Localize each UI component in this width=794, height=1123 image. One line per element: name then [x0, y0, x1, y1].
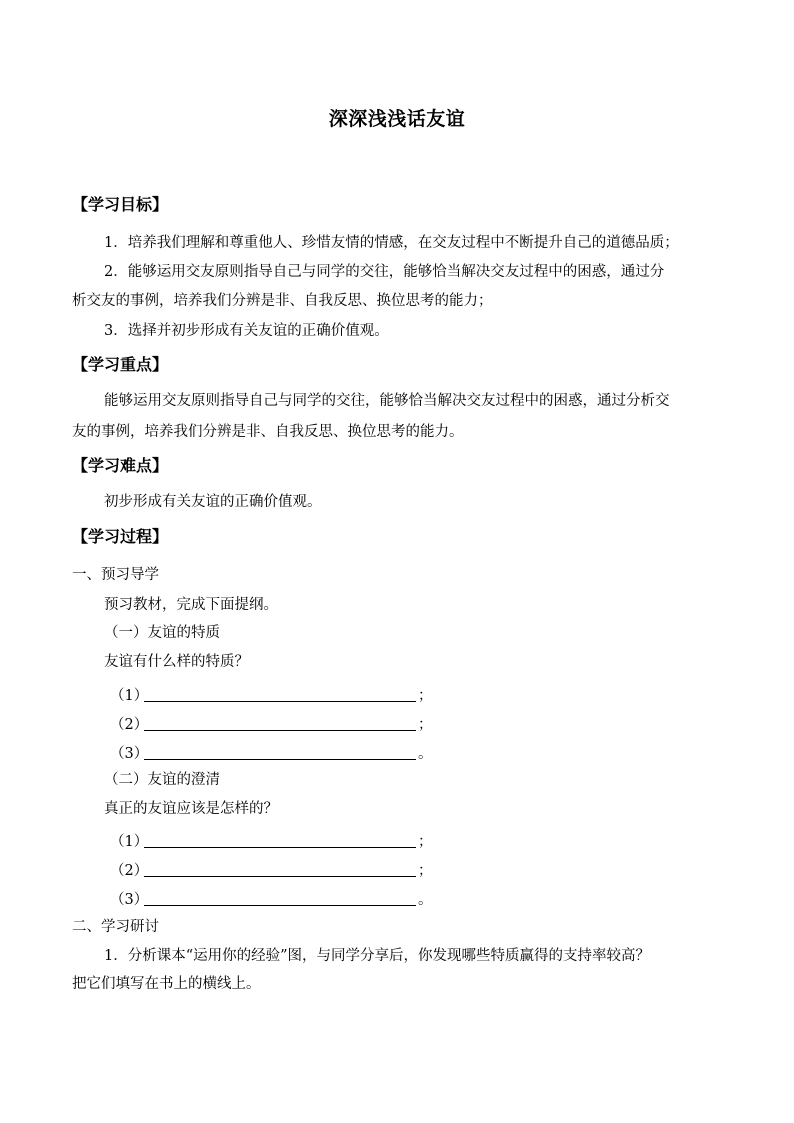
part1-title: 一、预习导学 — [72, 567, 159, 583]
answer-line[interactable] — [144, 876, 416, 877]
blank-number: （3） — [110, 746, 149, 762]
key-points-heading: 【学习重点】 — [72, 355, 169, 374]
objectives-heading: 【学习目标】 — [72, 195, 169, 214]
blank-number: （1） — [110, 688, 149, 704]
answer-line[interactable] — [144, 905, 416, 906]
section2-title: （二）友谊的澄清 — [104, 772, 220, 788]
objective-item: 2．能够运用交友原则指导自己与同学的交往，能够恰当解决交友过程中的困惑，通过分 — [104, 264, 665, 280]
blank-punctuation: 。 — [418, 746, 433, 762]
part2-text: 把它们填写在书上的横线上。 — [72, 976, 261, 992]
answer-line[interactable] — [144, 847, 416, 848]
difficulty-text: 初步形成有关友谊的正确价值观。 — [104, 494, 322, 510]
part1-intro: 预习教材，完成下面提纲。 — [104, 597, 278, 613]
key-points-text: 能够运用交友原则指导自己与同学的交往，能够恰当解决交友过程中的困惑，通过分析交 — [104, 393, 670, 409]
document-title: 深深浅浅话友谊 — [328, 108, 466, 130]
key-points-text: 友的事例，培养我们分辨是非、自我反思、换位思考的能力。 — [72, 424, 464, 440]
answer-line[interactable] — [144, 701, 416, 702]
blank-punctuation: ； — [418, 717, 433, 733]
blank-number: （2） — [110, 717, 149, 733]
part2-text: 1．分析课本“运用你的经验”图，与同学分享后，你发现哪些特质赢得的支持率较高？ — [104, 948, 651, 964]
section1-title: （一）友谊的特质 — [104, 625, 220, 641]
section2-question: 真正的友谊应该是怎样的？ — [104, 801, 278, 817]
objective-item: 3．选择并初步形成有关友谊的正确价值观。 — [104, 323, 389, 339]
blank-number: （3） — [110, 892, 149, 908]
objective-item-continued: 析交友的事例，培养我们分辨是非、自我反思、换位思考的能力； — [72, 293, 493, 309]
section1-question: 友谊有什么样的特质？ — [104, 654, 249, 670]
difficulty-heading: 【学习难点】 — [72, 456, 169, 475]
answer-line[interactable] — [144, 730, 416, 731]
blank-punctuation: ； — [418, 834, 433, 850]
blank-number: （1） — [110, 834, 149, 850]
part2-title: 二、学习研讨 — [72, 919, 159, 935]
blank-punctuation: ； — [418, 863, 433, 879]
blank-number: （2） — [110, 863, 149, 879]
blank-punctuation: ； — [418, 688, 433, 704]
objective-item: 1．培养我们理解和尊重他人、珍惜友情的情感，在交友过程中不断提升自己的道德品质； — [104, 235, 679, 251]
answer-line[interactable] — [144, 759, 416, 760]
blank-punctuation: 。 — [418, 892, 433, 908]
process-heading: 【学习过程】 — [72, 527, 169, 546]
